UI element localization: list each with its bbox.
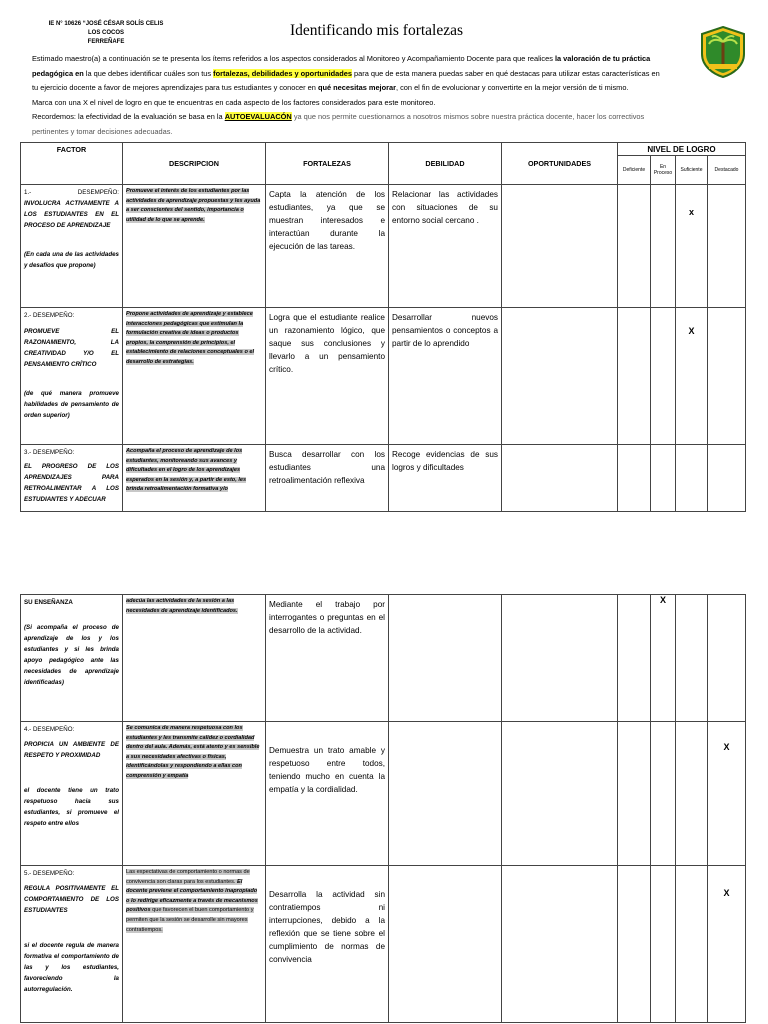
intro-text-p3a: Recordemos: la efectividad de la evaluación se basa en la: [32, 112, 225, 121]
header-fortalezas: FORTALEZAS: [266, 143, 389, 185]
strength-cell: Demuestra un trato amable y respetuoso entre todos, teniendo mucho en cuenta la empatía y la cordialidad.: [266, 722, 389, 866]
opportunity-cell[interactable]: [502, 445, 618, 512]
factor-note: (Si acompaña el proceso de aprendizaje de los y los estudiantes y si les brinda apoyo pedagógico ante las necesidades de aprendizaje identificadas): [24, 624, 119, 686]
factor-note: si el docente regula de manera formativa el comportamiento de las y los estudiantes, favoreciendo la autorregulación.: [24, 942, 119, 993]
weakness-cell[interactable]: [389, 866, 502, 1023]
opportunity-cell[interactable]: [502, 308, 618, 445]
level-deficiente-cell[interactable]: [618, 185, 651, 308]
header-deficiente: Deficiente: [618, 156, 651, 185]
level-suficiente-cell[interactable]: x: [676, 185, 708, 308]
school-line-3: FERREÑAFE: [87, 39, 125, 45]
weakness-cell: Relacionar las actividades con situaciones de su entorno social cercano .: [389, 185, 502, 308]
intro-paragraph-1: [32, 52, 722, 96]
strength-cell: Logra que el estudiante realice un razonamiento lógico, que saque sus conclusiones y llevarlo a un pensamiento crítico.: [266, 308, 389, 445]
factor-note: (de qué manera promueve habilidades de pensamiento de orden superior): [24, 390, 119, 419]
self-assessment-table-page-2: [20, 594, 746, 1023]
factor-title: REGULA POSITIVAMENTE EL COMPORTAMIENTO DE LOS ESTUDIANTES: [24, 885, 119, 914]
description-text-c: que favorecen el buen comportamiento y permiten que la sesión se desarrolle sin mayores contratiempos.: [126, 907, 254, 933]
level-en-proceso-cell[interactable]: [651, 308, 676, 445]
level-en-proceso-cell[interactable]: [651, 445, 676, 512]
intro-highlight-autoevaluacion: AUTOEVALUACÓN: [224, 112, 292, 121]
strength-cell: Busca desarrollar con los estudiantes una retroalimentación reflexiva: [266, 445, 389, 512]
intro-text-a: Estimado maestro(a) a continuación se te presenta los ítems referidos a los aspectos considerados al Monitoreo y Acompañamiento Docente para que realices: [32, 54, 555, 63]
intro-text-d: la que debes identificar cuáles son tus: [83, 68, 214, 78]
level-en-proceso-cell[interactable]: [651, 722, 676, 866]
factor-note: el docente tiene un trato respetuoso hacia sus estudiantes, si promueve el respeto entre ellos: [24, 787, 119, 827]
factor-cell: [21, 722, 123, 866]
table-row: [21, 185, 746, 308]
factor-note: (En cada una de las actividades y desafíos que propone): [24, 251, 119, 269]
level-suficiente-cell[interactable]: [676, 866, 708, 1023]
factor-title: SU ENSEÑANZA: [24, 599, 73, 606]
intro-paragraph-2: Marca con una X el nivel de logro en que te encuentras en cada aspecto de los factores considerados para este monitoreo.: [32, 97, 436, 107]
level-destacado-cell[interactable]: [708, 595, 746, 722]
description-text: Acompaña el proceso de aprendizaje de los estudiantes, monitoreando sus avances y dificultades en el logro de los aprendizajes esperados en la sesión y, a partir de esto, les brinda retroalimentación formativa y/o: [126, 448, 247, 493]
level-deficiente-cell[interactable]: [618, 595, 651, 722]
opportunity-cell[interactable]: [502, 185, 618, 308]
level-destacado-cell[interactable]: [708, 185, 746, 308]
level-destacado-cell[interactable]: X: [708, 722, 746, 866]
description-text: Promueve el interés de los estudiantes por las actividades de aprendizaje propuestas y les ayuda a ser conscientes del sentido, importancia o utilidad de lo que se aprende.: [126, 188, 261, 223]
table-row: [21, 866, 746, 1023]
factor-title: PROMUEVE EL RAZONAMIENTO, LA CREATIVIDAD Y/O EL PENSAMIENTO CRÍTICO: [24, 328, 119, 368]
description-text-b: El docente previene el comportamiento inapropiado o lo redirige eficazmente a través de mecanismos positivos: [126, 878, 258, 914]
strength-cell: Desarrolla la actividad sin contratiempos ni interrupciones, debido a la reflexión que se tiene sobre el cumplimiento de normas de convivencia: [266, 866, 389, 1023]
school-line-2: LOS COCOS: [87, 30, 124, 36]
intro-text-p3d: pertinentes y tomar decisiones adecuadas.: [32, 126, 173, 136]
header-descripcion: DESCRIPCION: [123, 143, 266, 185]
weakness-cell: Recoge evidencias de sus logros y dificultades: [389, 445, 502, 512]
description-cell: [123, 722, 266, 866]
strength-cell: Capta la atención de los estudiantes, ya que se muestran interesados e interactúan durante la ejecución de las tareas.: [266, 185, 389, 308]
school-line-1: IE N° 10626 “JOSÉ CÉSAR SOLÍS CELIS: [48, 21, 164, 27]
self-assessment-table-page-1: [20, 142, 746, 512]
factor-cell: [21, 445, 123, 512]
description-cell: [123, 866, 266, 1023]
factor-number: 2.-: [24, 312, 32, 319]
factor-cell: [21, 185, 123, 308]
weakness-cell[interactable]: [389, 595, 502, 722]
level-suficiente-cell[interactable]: [676, 595, 708, 722]
header-suficiente: Suficiente: [676, 156, 708, 185]
factor-label: DESEMPEÑO:: [32, 312, 75, 319]
header-oportunidades: OPORTUNIDADES: [502, 143, 618, 185]
intro-text-f: para que de esta manera puedas saber en qué destacas para utilizar estas características en: [351, 68, 660, 78]
table-row: [21, 445, 746, 512]
factor-cell: [21, 866, 123, 1023]
description-cell: [123, 185, 266, 308]
level-suficiente-cell[interactable]: X: [676, 308, 708, 445]
description-cell: [123, 595, 266, 722]
factor-title: INVOLUCRA ACTIVAMENTE A LOS ESTUDIANTES EN EL PROCESO DE APRENDIZAJE: [24, 200, 119, 229]
intro-paragraph-3: [32, 110, 722, 139]
factor-label: DESEMPEÑO:: [32, 726, 75, 733]
description-text: Se comunica de manera respetuosa con los estudiantes y les transmite calidez o cordialidad dentro del aula. Además, está atento y es sensible a sus necesidades afectivas o físicas, identificándolas y respondiendo a ellas con comprensión y empatía: [126, 725, 260, 779]
weakness-cell[interactable]: [389, 722, 502, 866]
weakness-cell: Desarrollar nuevos pensamientos o conceptos a partir de lo aprendido: [389, 308, 502, 445]
header-destacado: Destacado: [708, 156, 746, 185]
factor-number: 4.-: [24, 726, 32, 733]
level-deficiente-cell[interactable]: [618, 866, 651, 1023]
intro-text-i: , con el fin de evolucionar y convertirte en la mejor versión de ti mismo.: [396, 83, 629, 92]
intro-text-g: tu ejercicio docente a favor de mejores aprendizajes para tus estudiantes y conocer en: [32, 83, 318, 92]
opportunity-cell[interactable]: [502, 722, 618, 866]
header-en-proceso: En Proceso: [651, 156, 676, 185]
level-suficiente-cell[interactable]: [676, 445, 708, 512]
intro-text-c: pedagógica en: [32, 68, 84, 78]
header-debilidad: DEBILIDAD: [389, 143, 502, 185]
intro-text: [32, 52, 722, 139]
factor-label: DESEMPEÑO:: [32, 870, 75, 877]
page-title: Identificando mis fortalezas: [290, 22, 464, 39]
factor-label: DESEMPEÑO:: [32, 449, 75, 456]
description-cell: [123, 445, 266, 512]
level-en-proceso-cell[interactable]: [651, 866, 676, 1023]
description-text: Propone actividades de aprendizaje y establece interacciones pedagógicas que estimulan la formulación creativa de ideas o productos propios, la comprensión de principios, el establecimiento de relaciones conceptuales o el desarrollo de estrategias.: [126, 311, 255, 365]
level-destacado-cell[interactable]: [708, 308, 746, 445]
factor-label: DESEMPEÑO:: [77, 189, 119, 196]
factor-number: 1.-: [24, 189, 32, 196]
table-row: [21, 595, 746, 722]
table-row: [21, 722, 746, 866]
header-factor: FACTOR: [21, 143, 123, 185]
factor-cell: [21, 308, 123, 445]
level-destacado-cell[interactable]: X: [708, 866, 746, 1023]
description-text-a: Las expectativas de comportamiento o normas de convivencia son claras para los estudiantes.: [126, 869, 250, 885]
level-en-proceso-cell[interactable]: [651, 185, 676, 308]
table-row: [21, 308, 746, 445]
header-nivel-de-logro: NIVEL DE LOGRO: [618, 143, 746, 156]
level-deficiente-cell[interactable]: [618, 722, 651, 866]
opportunity-cell[interactable]: [502, 595, 618, 722]
school-name: [46, 20, 166, 47]
description-cell: [123, 308, 266, 445]
factor-title: PROPICIA UN AMBIENTE DE RESPETO Y PROXIMIDAD: [24, 741, 119, 759]
level-deficiente-cell[interactable]: [618, 308, 651, 445]
factor-cell: [21, 595, 123, 722]
factor-title: EL PROGRESO DE LOS APRENDIZAJES PARA RETROALIMENTAR A LOS ESTUDIANTES Y ADECUAR: [24, 463, 119, 503]
intro-text-p3c: ya que nos permite cuestionarnos a nosotros mismos sobre nuestra práctica docente, hacer los correctivos: [291, 112, 645, 121]
strength-cell: Mediante el trabajo por interrogantes o preguntas en el desarrollo de la actividad.: [266, 595, 389, 722]
intro-text-b: la valoración de tu práctica: [554, 54, 651, 63]
level-suficiente-cell[interactable]: [676, 722, 708, 866]
factor-number: 5.-: [24, 870, 32, 877]
intro-highlight-fortalezas: fortalezas, debilidades y oportunidades: [213, 68, 352, 78]
factor-number: 3.-: [24, 449, 32, 456]
level-deficiente-cell[interactable]: [618, 445, 651, 512]
description-text: adecúa las actividades de la sesión a las necesidades de aprendizaje identificados.: [126, 598, 238, 614]
level-en-proceso-cell[interactable]: X: [651, 595, 676, 722]
opportunity-cell[interactable]: [502, 866, 618, 1023]
intro-text-h: qué necesitas mejorar: [317, 83, 396, 92]
level-destacado-cell[interactable]: [708, 445, 746, 512]
